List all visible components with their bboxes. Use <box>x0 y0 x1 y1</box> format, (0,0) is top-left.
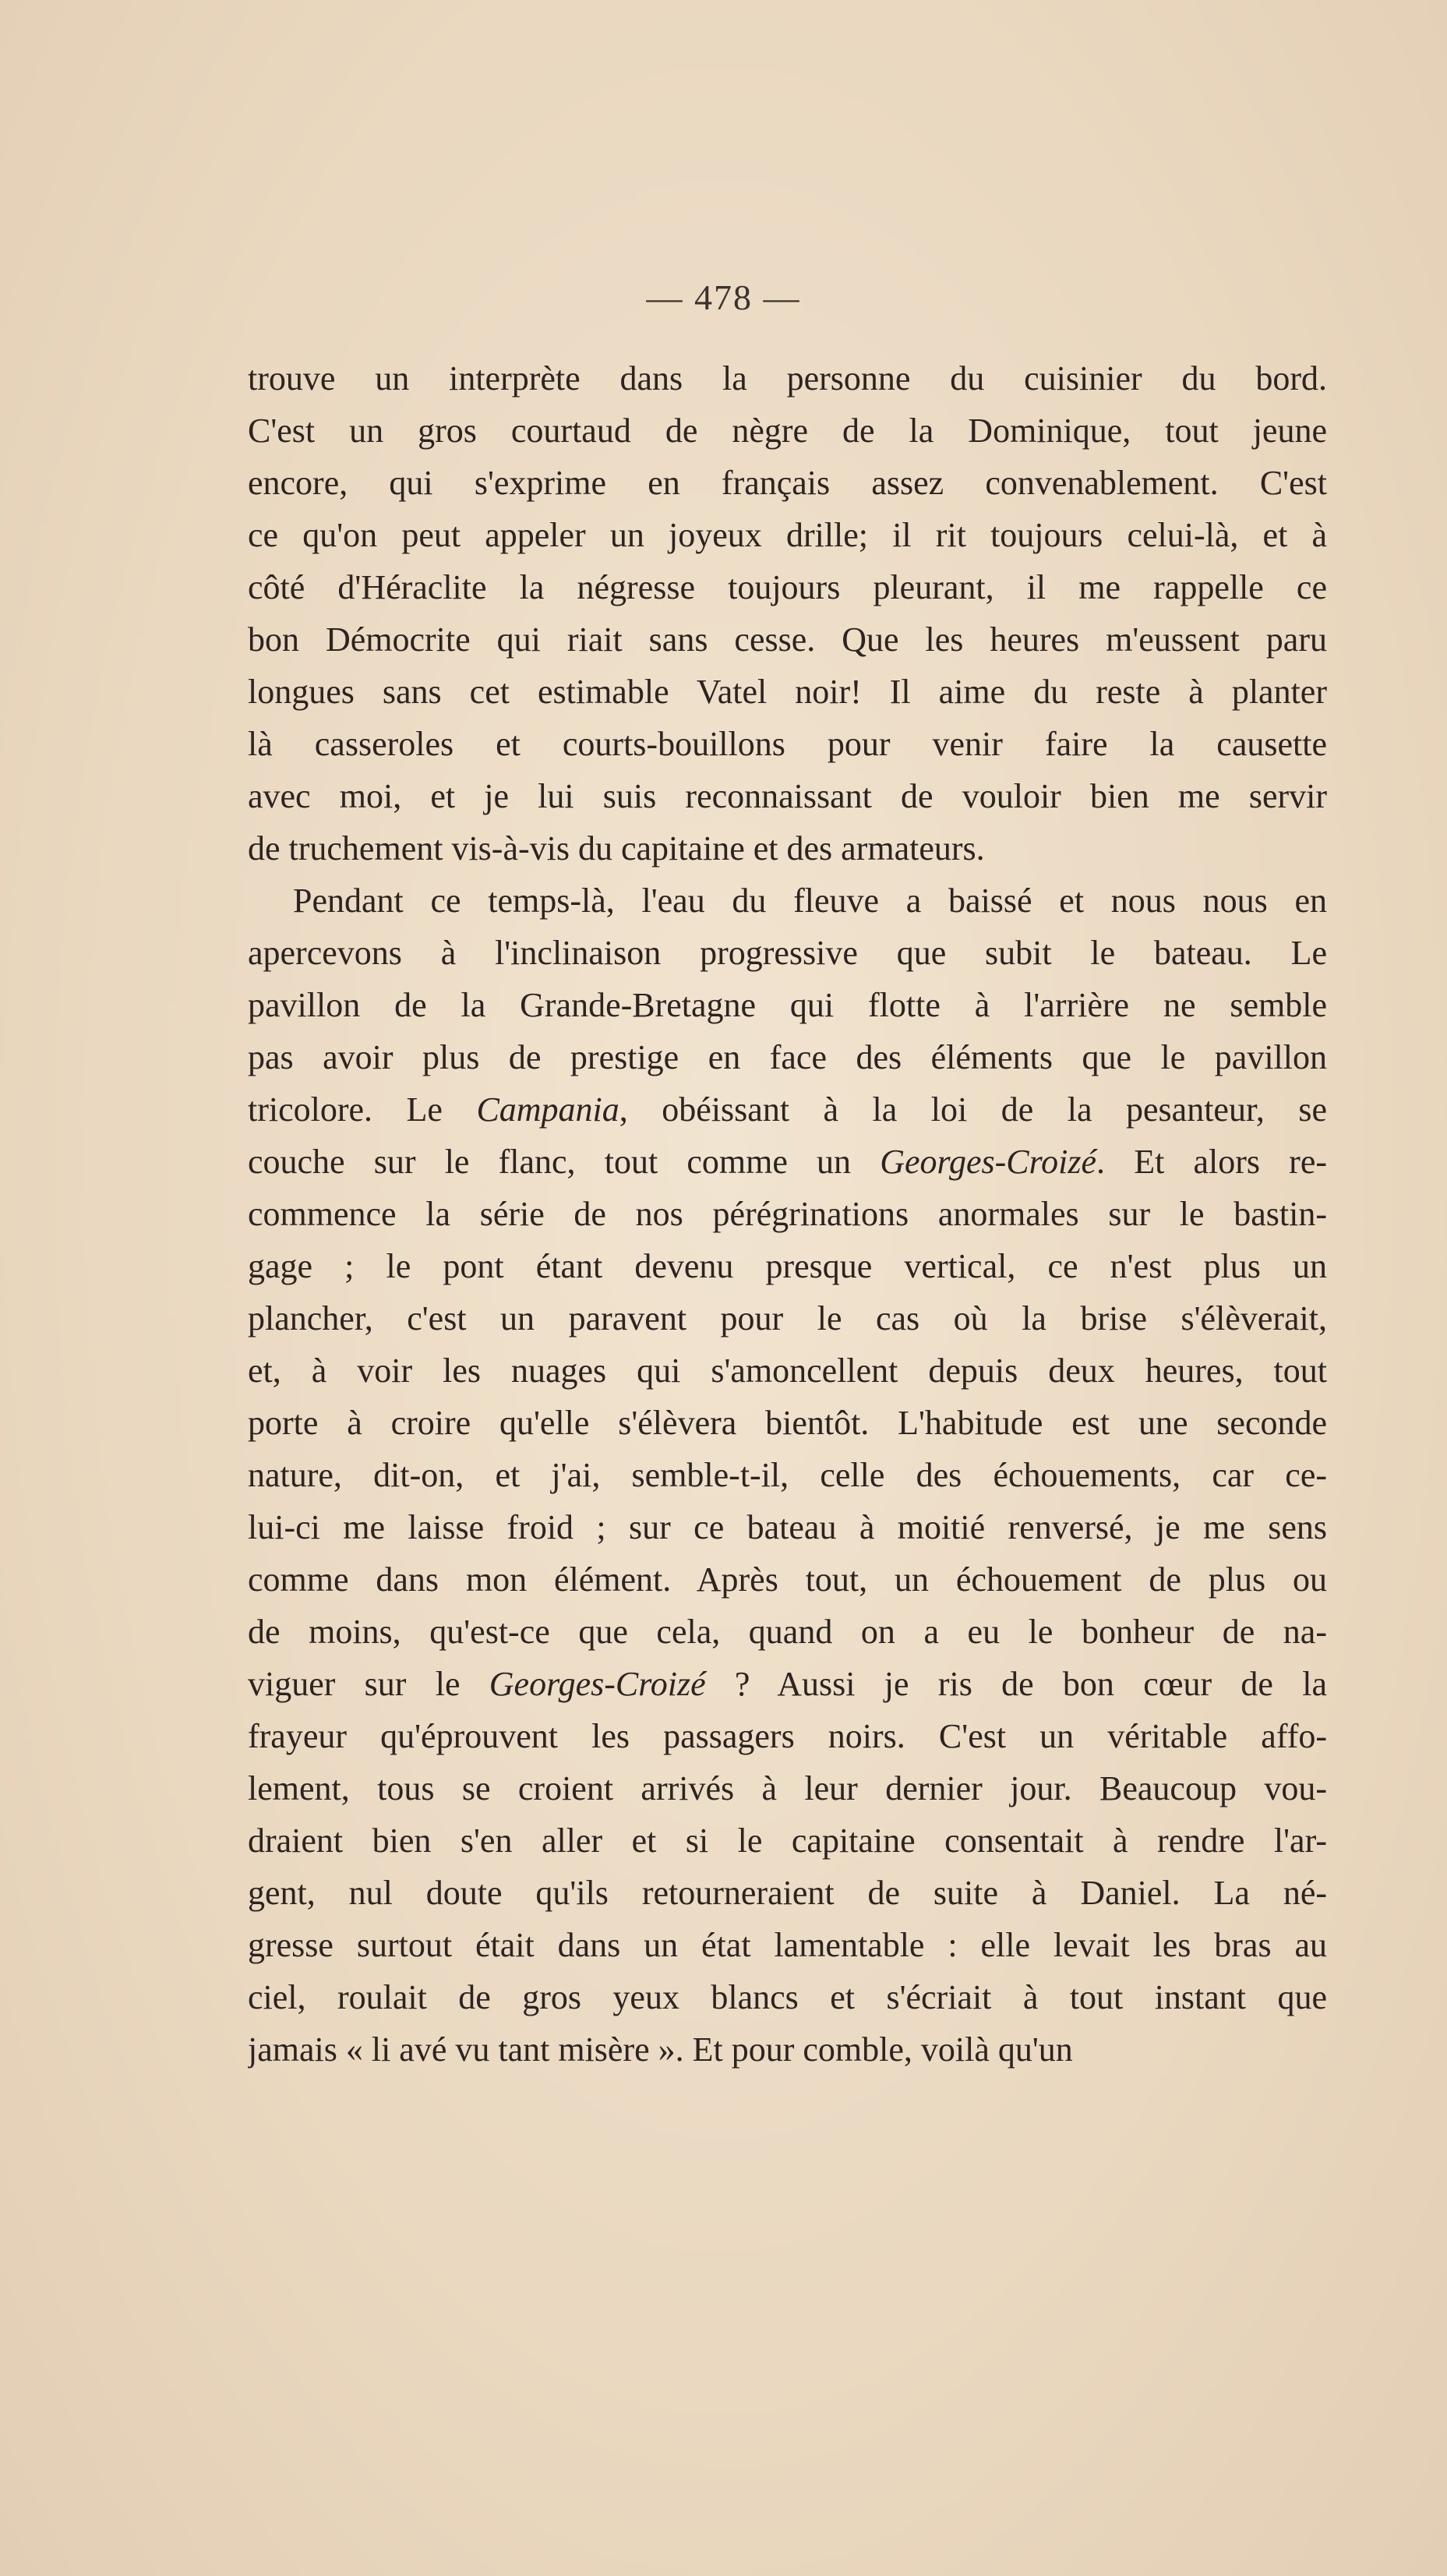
text-line <box>248 1867 1327 1919</box>
page-number: — 478 — <box>646 277 801 317</box>
line-text: viguer sur le <box>248 1665 489 1703</box>
text-line <box>248 1606 1327 1658</box>
text-line <box>248 1553 1327 1606</box>
line-text: comme dans mon élément. Après tout, un échouement de plus ou <box>248 1560 1327 1599</box>
line-text: gresse surtout était dans un état lamentable : elle levait les bras au <box>248 1926 1327 1964</box>
text-line <box>248 1658 1327 1710</box>
line-text: frayeur qu'éprouvent les passagers noirs. C'est un véritable affo- <box>248 1717 1327 1755</box>
text-line <box>248 770 1327 822</box>
line-text: tricolore. Le <box>248 1090 477 1129</box>
italic-ship-name: Campania <box>476 1090 619 1129</box>
text-line <box>248 457 1327 509</box>
text-line <box>248 718 1327 770</box>
line-text: ciel, roulait de gros yeux blancs et s'écriait à tout instant que <box>248 1978 1327 2016</box>
line-text: jamais « li avé vu tant misère ». Et pour comble, voilà qu'un <box>248 2030 1073 2069</box>
text-line <box>248 509 1327 561</box>
line-text: . Et alors re- <box>1096 1143 1327 1181</box>
text-line <box>248 405 1327 457</box>
text-line <box>248 875 1327 927</box>
text-line <box>248 2023 1327 2076</box>
text-line <box>248 1292 1327 1345</box>
line-text: ? Aussi je ris de bon cœur de la <box>705 1665 1327 1703</box>
italic-ship-name: Georges-Croizé <box>880 1143 1097 1181</box>
text-line <box>248 666 1327 718</box>
line-text: gent, nul doute qu'ils retourneraient de suite à Daniel. La né- <box>248 1874 1327 1912</box>
text-line <box>248 1397 1327 1449</box>
line-text: pas avoir plus de prestige en face des éléments que le pavillon <box>248 1038 1327 1076</box>
line-text: C'est un gros courtaud de nègre de la Dominique, tout jeune <box>248 412 1327 450</box>
line-text: ce qu'on peut appeler un joyeux drille; il rit toujours celui-là, et à <box>248 516 1327 554</box>
text-line <box>248 979 1327 1031</box>
line-text: couche sur le flanc, tout comme un <box>248 1143 881 1181</box>
line-text: porte à croire qu'elle s'élèvera bientôt. L'habitude est une seconde <box>248 1404 1327 1442</box>
text-line <box>248 352 1327 405</box>
text-line <box>248 1710 1327 1762</box>
text-line <box>248 1919 1327 1971</box>
line-text: lement, tous se croient arrivés à leur dernier jour. Beaucoup vou- <box>248 1769 1327 1807</box>
line-text: de truchement vis-à-vis du capitaine et des armateurs. <box>248 829 985 868</box>
line-text: draient bien s'en aller et si le capitaine consentait à rendre l'ar- <box>248 1822 1327 1860</box>
text-line <box>248 822 1327 875</box>
text-line <box>248 1971 1327 2023</box>
line-text: pavillon de la Grande-Bretagne qui flotte à l'arrière ne semble <box>248 986 1327 1024</box>
text-line <box>248 1083 1327 1136</box>
text-line <box>248 561 1327 613</box>
text-line <box>248 1345 1327 1397</box>
line-text: côté d'Héraclite la négresse toujours pleurant, il me rappelle ce <box>248 568 1327 606</box>
text-line <box>248 1501 1327 1553</box>
line-text: gage ; le pont étant devenu presque vertical, ce n'est plus un <box>248 1247 1327 1285</box>
text-line <box>248 1240 1327 1292</box>
line-text: trouve un interprète dans la personne du cuisinier du bord. <box>248 359 1327 398</box>
text-line <box>248 1188 1327 1240</box>
line-text: bon Démocrite qui riait sans cesse. Que les heures m'eussent paru <box>248 620 1327 659</box>
line-text: commence la série de nos pérégrinations anormales sur le bastin- <box>248 1195 1327 1233</box>
line-text: de moins, qu'est-ce que cela, quand on a eu le bonheur de na- <box>248 1613 1327 1651</box>
line-text: lui-ci me laisse froid ; sur ce bateau à moitié renversé, je me sens <box>248 1508 1327 1546</box>
line-text: , obéissant à la loi de la pesanteur, se <box>619 1090 1327 1129</box>
line-text: Pendant ce temps-là, l'eau du fleuve a baissé et nous nous en <box>293 882 1327 920</box>
line-text: longues sans cet estimable Vatel noir! Il aime du reste à planter <box>248 673 1327 711</box>
text-line <box>248 1031 1327 1083</box>
line-text: avec moi, et je lui suis reconnaissant de vouloir bien me servir <box>248 777 1327 815</box>
line-text: plancher, c'est un paravent pour le cas où la brise s'élèverait, <box>248 1299 1327 1337</box>
line-text: et, à voir les nuages qui s'amoncellent depuis deux heures, tout <box>248 1352 1327 1390</box>
line-text: nature, dit-on, et j'ai, semble-t-il, celle des échouements, car ce- <box>248 1456 1327 1494</box>
line-text: là casseroles et courts-bouillons pour venir faire la causette <box>248 725 1327 763</box>
text-line <box>248 1762 1327 1815</box>
italic-ship-name: Georges-Croizé <box>489 1665 706 1703</box>
line-text: encore, qui s'exprime en français assez convenablement. C'est <box>248 464 1327 502</box>
text-line <box>248 927 1327 979</box>
body-text <box>248 352 1327 2076</box>
text-line <box>248 613 1327 666</box>
text-line <box>248 1449 1327 1501</box>
text-line <box>248 1815 1327 1867</box>
line-text: apercevons à l'inclinaison progressive que subit le bateau. Le <box>248 934 1327 972</box>
text-line <box>248 1136 1327 1188</box>
